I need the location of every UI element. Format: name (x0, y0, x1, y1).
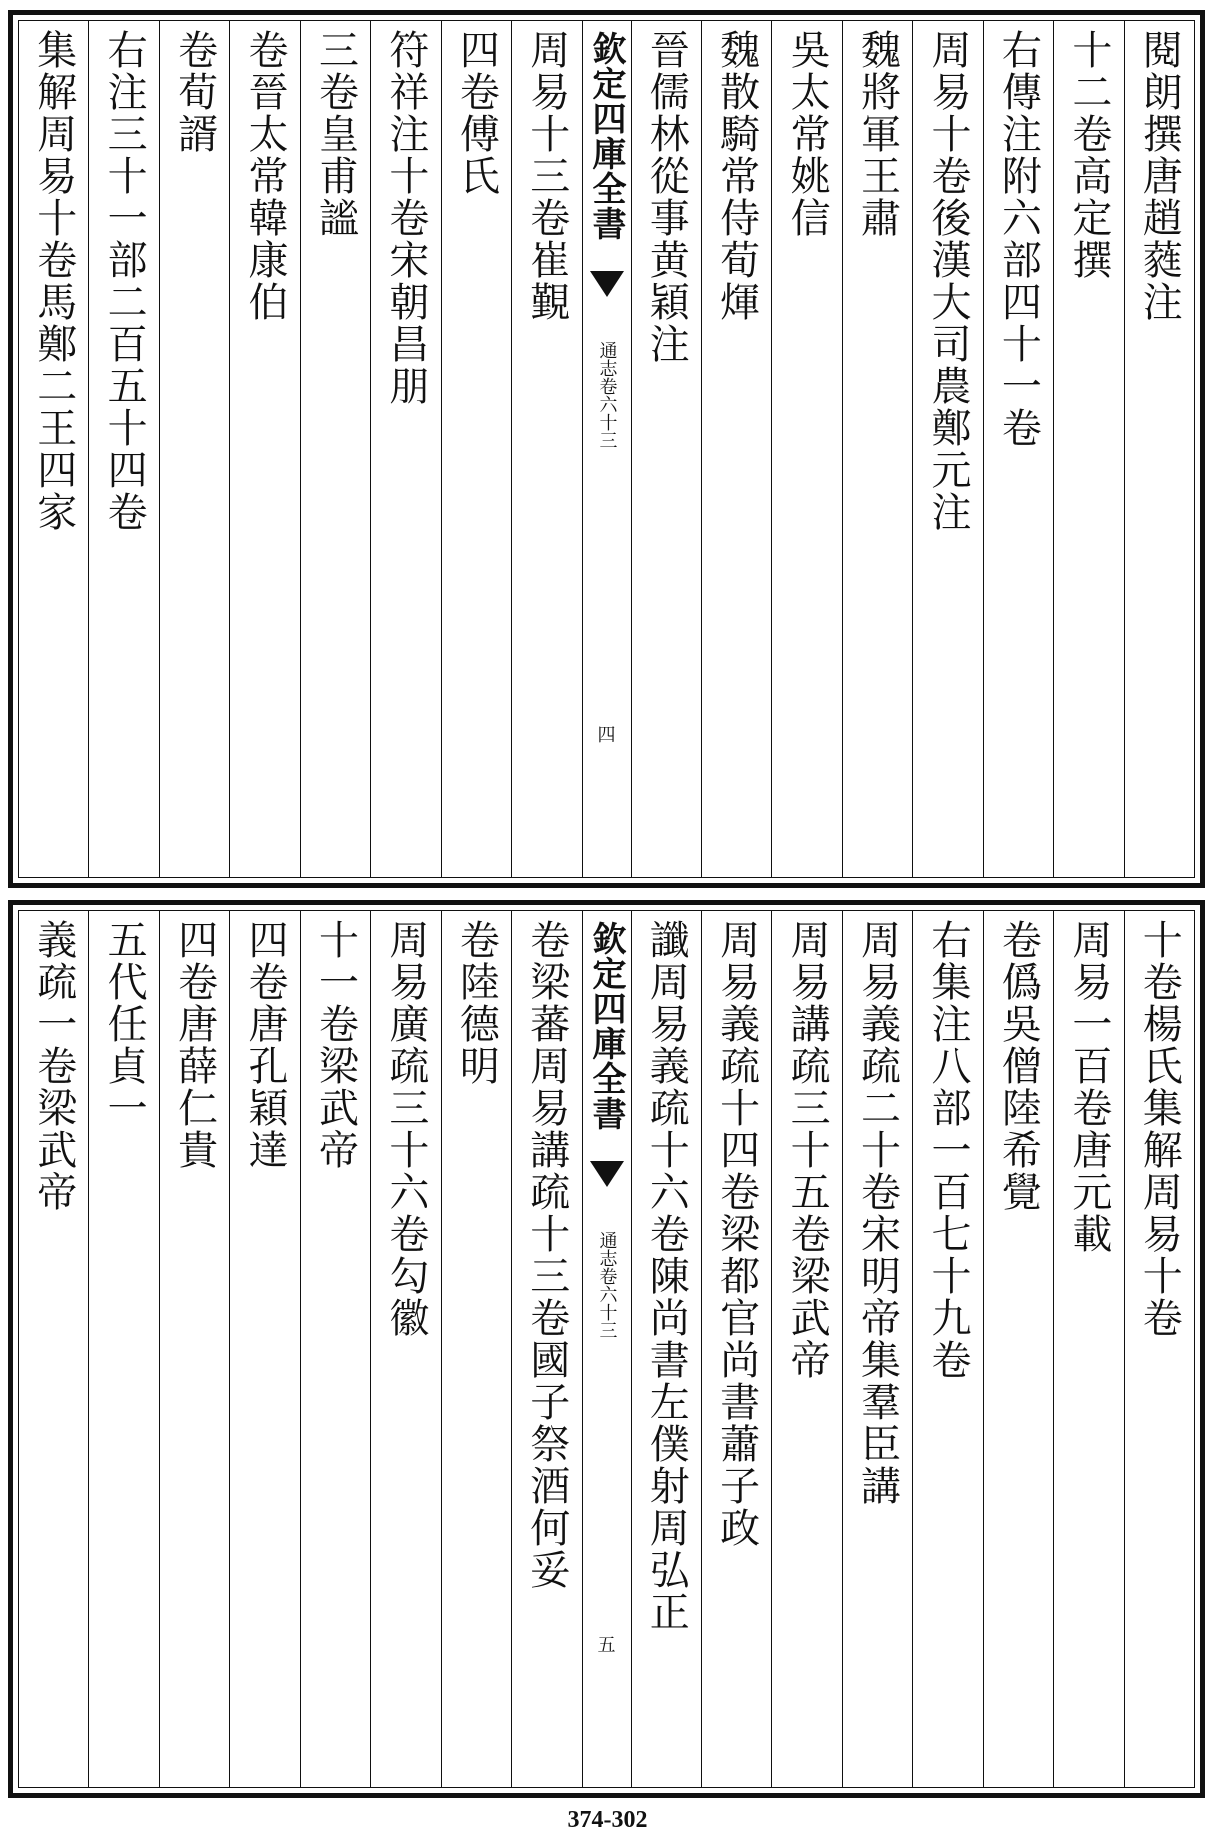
lower-page (8, 900, 1205, 1798)
text-column: 閱朗撰唐趙蕤注 (1124, 21, 1194, 877)
text-column: 義疏一卷梁武帝 (30, 919, 77, 1213)
fish-tail-mark-icon (590, 271, 624, 297)
text-column: 四卷傅氏 (441, 21, 511, 877)
upper-text-columns (19, 21, 1194, 877)
text-column: 符祥注十卷宋朝昌朋 (370, 21, 440, 877)
text-column: 右注三十一部二百五十四卷 (88, 21, 158, 877)
text-column: 周易十三卷崔覲 (511, 21, 581, 877)
book-title-banner: 欽定四庫全書 (586, 921, 626, 1131)
text-column: 周易廣疏三十六卷勾徽 (370, 911, 440, 1787)
volume-label: 通志卷六十三 (596, 341, 618, 449)
center-margin-column (582, 21, 631, 877)
book-title-banner: 欽定四庫全書 (586, 31, 626, 241)
text-column: 吳太常姚信 (771, 21, 841, 877)
page-footer-number: 374-302 (567, 1807, 648, 1833)
text-column: 晉儒林從事黄穎注 (631, 21, 701, 877)
center-margin-column (582, 911, 631, 1787)
text-column: 卷陸德明 (441, 911, 511, 1787)
text-column: 右集注八部一百七十九卷 (912, 911, 982, 1787)
text-column: 卷荀諝 (159, 21, 229, 877)
text-column: 周易義疏十四卷梁都官尚書蕭子政 (701, 911, 771, 1787)
leaf-number: 四 (597, 725, 616, 746)
text-column: 卷僞吳僧陸希覺 (983, 911, 1053, 1787)
text-column: 周易十卷後漢大司農鄭元注 (912, 21, 982, 877)
text-column: 魏將軍王肅 (842, 21, 912, 877)
upper-page (8, 10, 1205, 888)
leaf-number: 五 (597, 1635, 616, 1656)
volume-label: 通志卷六十三 (596, 1231, 618, 1339)
text-column: 四卷唐孔穎達 (229, 911, 299, 1787)
text-column: 十一卷梁武帝 (300, 911, 370, 1787)
text-column: 卷梁蕃周易講疏十三卷國子祭酒何妥 (511, 911, 581, 1787)
text-column: 卷晉太常韓康伯 (229, 21, 299, 877)
text-column: 五代任貞一 (88, 911, 158, 1787)
text-column: 十二卷高定撰 (1053, 21, 1123, 877)
text-column: 周易一百卷唐元載 (1053, 911, 1123, 1787)
text-column: 集解周易十卷馬鄭二王四家 (30, 29, 77, 533)
text-column: 魏散騎常侍荀煇 (701, 21, 771, 877)
lower-text-columns (19, 911, 1194, 1787)
text-column: 四卷唐薛仁貴 (159, 911, 229, 1787)
text-column: 右傳注附六部四十一卷 (983, 21, 1053, 877)
text-column: 讖周易義疏十六卷陳尚書左僕射周弘正 (631, 911, 701, 1787)
text-column: 三卷皇甫謐 (300, 21, 370, 877)
text-column: 周易義疏二十卷宋明帝集羣臣講 (842, 911, 912, 1787)
text-column: 十卷楊氏集解周易十卷 (1124, 911, 1194, 1787)
text-column: 周易講疏三十五卷梁武帝 (771, 911, 841, 1787)
fish-tail-mark-icon (590, 1161, 624, 1187)
